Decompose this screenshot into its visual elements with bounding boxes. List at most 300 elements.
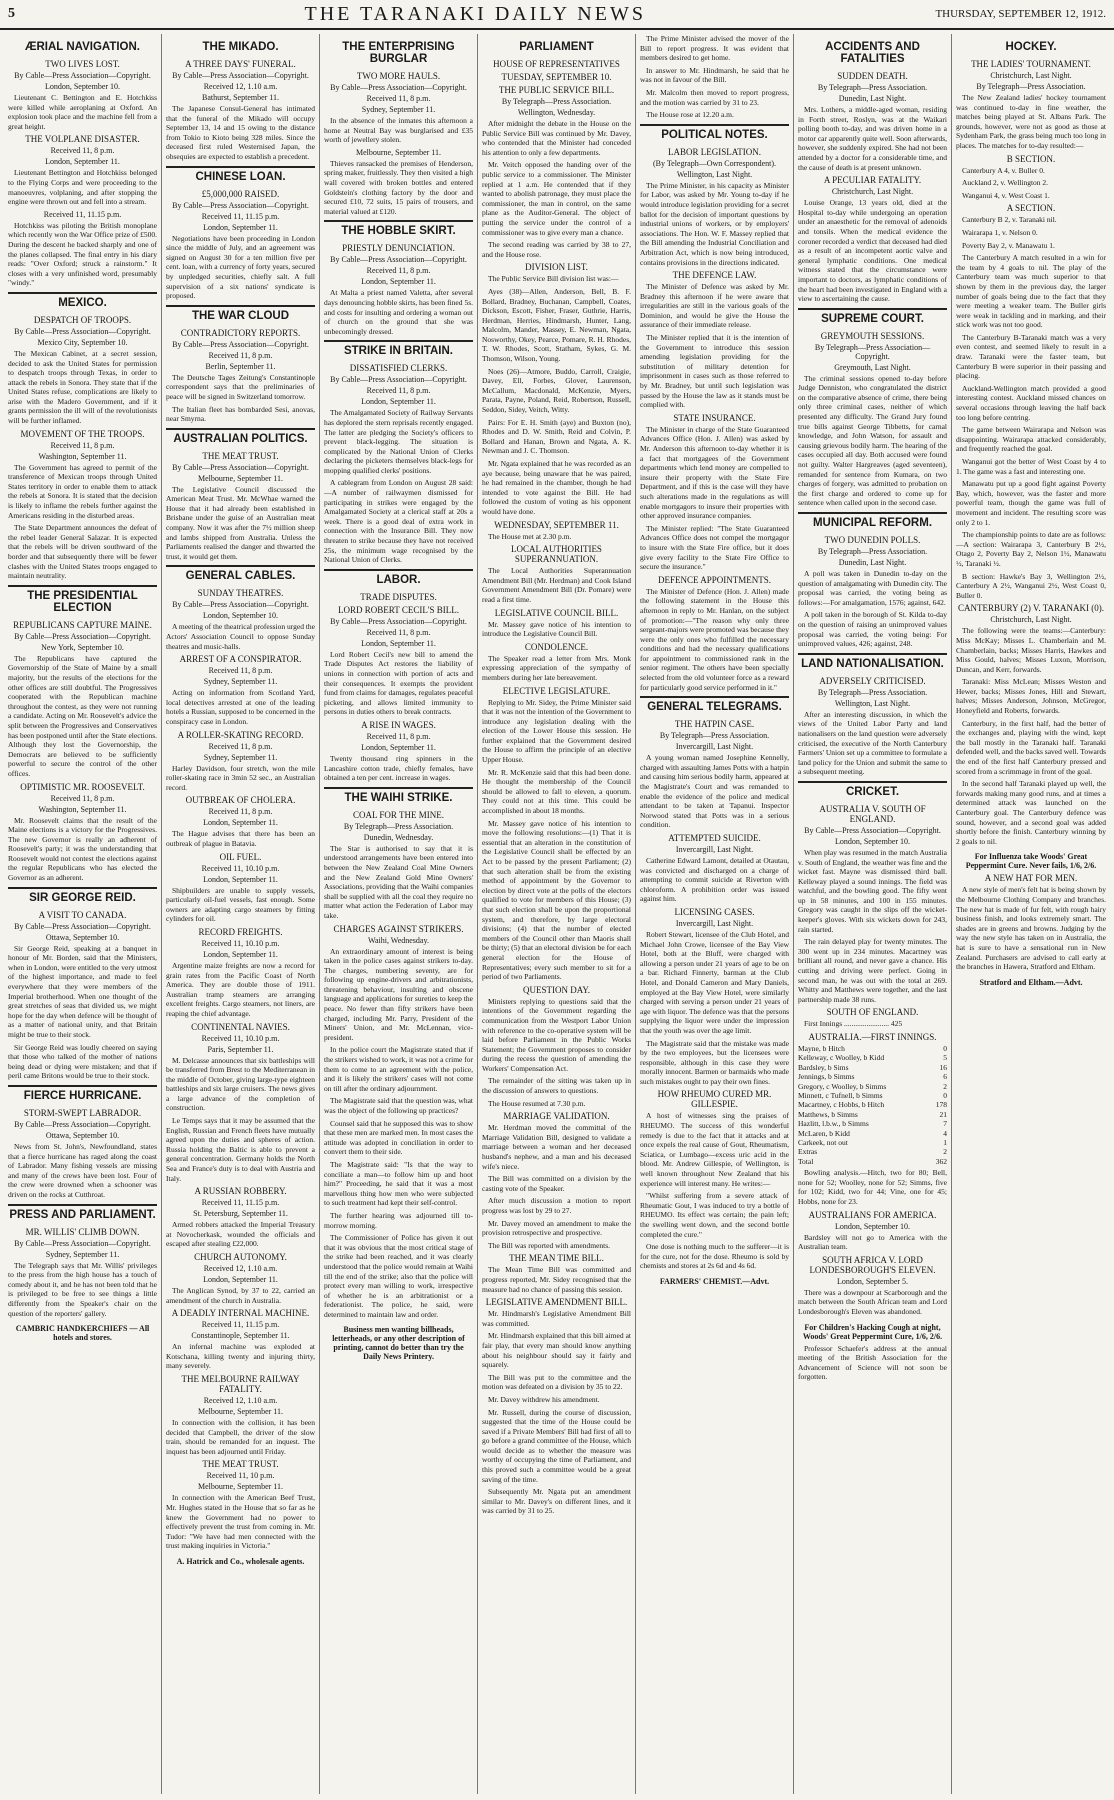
section-heading: LAND NATIONALISATION.	[798, 653, 947, 673]
masthead	[0, 0, 1114, 30]
article-paragraph: Canterbury, in the first half, had the better of the exchanges and, playing with the wind, kept the ball mostly in the Taranaki half. Taranaki defended well, and the backs saved well. Towards the end of the first half Canterbury pressed and scored from a scrimmage in front of the goal.	[956, 718, 1106, 776]
article-paragraph: The Bill was reported with amendments.	[488, 1240, 611, 1250]
score-row	[798, 1119, 947, 1128]
dateline: Paris, September 11.	[207, 1044, 274, 1054]
dateline: By Cable—Press Association—Copyright.	[172, 462, 309, 472]
section-heading: ACCIDENTS AND FATALITIES	[825, 41, 920, 65]
dateline: By Cable—Press Association—Copyright.	[330, 375, 467, 385]
dateline: By Telegraph—Press Association.	[817, 83, 928, 92]
article-paragraph: Lieutenant C. Bettington and E. Hotchkiss were killed while aeroplaning at Oxford. An explosion took place and the machine fell from a great height.	[8, 93, 157, 131]
score-row	[798, 1091, 947, 1100]
article-paragraph: B section: Hawke's Bay 3, Wellington 2½, Canterbury A 2½, Wanganui 2½, West Coast 0, Buller 0.	[956, 571, 1106, 600]
sub-heading: SUDDEN DEATH.	[837, 71, 908, 81]
article-paragraph: The remainder of the sitting was taken up in the discussion of answers to questions.	[482, 1076, 631, 1096]
dateline: Received 11, 8 p.m.	[208, 666, 273, 676]
article-paragraph: The further hearing was adjourned till to-morrow morning.	[324, 1210, 473, 1230]
dateline: London, September 11.	[361, 397, 436, 407]
dateline: Received 12, 1.10 a.m.	[203, 1395, 278, 1405]
batsman-name: Jennings, b Simms	[798, 1072, 855, 1082]
article-paragraph: Robert Stewart, licensee of the Club Hotel, and Michael John Crowe, licensee of the Bay View Hotel, both at the Bluff, were charged with allowing a person under 21 years of age to be on a bar. Richard Finnerty, barman at the Club Hotel, and Donald Cameron and Mary Daniels, employed at the Bay View Hotel, were similarly charged with serving a person under 21 years of age with liquor. The defence was that the persons supplying the liquor were under the impression that the youth was over the age limit.	[640, 929, 789, 1035]
sub-heading: SOUTH OF ENGLAND.	[826, 1007, 919, 1018]
article-paragraph: M. Delcasse announces that six battleships will be transferred from Brest to the Mediterranean in the middle of October, giving large-type eighteen battleships and six large cruisers. The news gives a large advance of the completion of construction.	[166, 1055, 315, 1113]
dateline: By Telegraph—Press Association.	[343, 821, 454, 831]
sub-heading: COAL FOR THE MINE.	[352, 809, 444, 820]
sub-heading: MARRIAGE VALIDATION.	[503, 1111, 610, 1122]
dateline: Washington, September 11.	[38, 451, 127, 461]
article-paragraph: The Local Authorities Superannuation Amendment Bill (Mr. Herdman) and Cook Island Government Amendment Bill (Dr. Pomare) were read a first time.	[482, 566, 631, 604]
article-paragraph: Harley Davidson, four stretch, won the mile roller-skating race in 3min 52 sec., an Australian record.	[166, 763, 315, 792]
article-paragraph: In connection with the collision, it has been decided that Campbell, the driver of the slow train, should be remanded for an inquest. The inquest has been adjourned until Friday.	[166, 1417, 315, 1456]
sub-heading: A DEADLY INTERNAL MACHINE.	[171, 1308, 310, 1319]
article-paragraph: The Bill was committed on a division by the casting vote of the Speaker.	[482, 1174, 631, 1193]
article-paragraph: Canterbury B 2, v. Taranaki nil.	[962, 215, 1057, 225]
article-paragraph: Mr. Malcolm then moved to report progress, and the motion was carried by 31 to 23.	[640, 87, 789, 107]
batsman-name: Bardsley, b Sims	[798, 1062, 849, 1072]
article-paragraph: Subsequently Mr. Ngata put an amendment similar to Mr. Davey's on different lines, and it was carried by 31 to 25.	[482, 1487, 631, 1516]
advertisement-line: FARMERS' CHEMIST.—Advt.	[659, 1276, 770, 1286]
runs-value: 21	[939, 1109, 947, 1119]
dateline: London, September 10.	[202, 611, 279, 621]
article-paragraph: "Whilst suffering from a severe attack of Rheumatic Gout, I was induced to try a bottle of RHEUMO. Its effect was certain; the pain left; the swelling went down, and the second bottle completed the cure."	[640, 1191, 789, 1239]
section-heading: PRESS AND PARLIAMENT.	[8, 1204, 157, 1224]
dateline: Received 11, 11.15 p.m.	[201, 1198, 280, 1208]
article-paragraph: The game between Wairarapa and Nelson was disappointing. Wairarapa attacked considerably, and frequently reached the goal.	[956, 425, 1106, 454]
page-number: 5	[8, 6, 15, 21]
dateline: Invercargill, Last Night.	[675, 918, 754, 928]
article-paragraph: The Minister of Defence was asked by Mr. Bradney this afternoon if he were aware that irregularities are still in the various goals of the Dominion, and would he give the House the assurance of their immediate release.	[640, 282, 789, 330]
section-heading: MEXICO.	[8, 292, 157, 312]
article-paragraph: After much discussion a motion to report progress was lost by 29 to 27.	[482, 1196, 631, 1215]
advertisement-line: For Children's Hacking Cough at night, Woods' Great Peppermint Cure, 1/6, 2/6.	[802, 1322, 943, 1341]
sub-heading: CONDOLENCE.	[524, 641, 589, 652]
article-paragraph: Lord Robert Cecil's new bill to amend the Trade Disputes Act restores the liability of unions in connection with portion of acts and their consequences. It exempts the provident fund from claims for damages, regulates peaceful picketing, and allows limited immunity to persons in duties others to break contracts.	[324, 649, 473, 717]
dateline: Dunedin, Wednesday.	[363, 832, 434, 842]
sub-heading: CANTERBURY (2) V. TARANAKI (0).	[958, 603, 1104, 614]
score-row	[798, 1138, 947, 1147]
advertisement-line: For Influenza take Woods' Great Peppermint Cure. Never fails, 1/6, 2/6.	[965, 852, 1097, 871]
article-paragraph: Wairarapa 1, v. Nelson 0.	[962, 227, 1038, 237]
dateline: London, September 11.	[361, 742, 436, 752]
article-paragraph: The Speaker read a letter from Mrs. Monk expressing appreciation of the sympathy of members during her late bereavement.	[482, 653, 631, 682]
article-paragraph: In answer to Mr. Hindmarsh, he said that he was not in favour of the Bill.	[640, 65, 789, 85]
advertisement-line: A. Hatrick and Co., wholesale agents.	[176, 1556, 305, 1566]
sub-heading: SOUTH AFRICA V. LORD LONDESBOROUGH'S ELEVEN.	[809, 1254, 936, 1275]
dateline: Received 11, 11.15 p.m.	[201, 211, 280, 221]
article-paragraph: Hotchkiss was piloting the British monoplane which recently won the War Office prize of £500. During the descent he backed sharply and one of the planes collapsed. The final entry in his diary reads: "Over Oxford; struck a rainstorm." It closes with a very unfinished word, presumably "windy."	[8, 220, 157, 288]
article-paragraph: The Magistrate said: "Is that the way to conciliate a man—to follow him up and hoot him?" Proceeding, he said that it was a most marvellous thing how men who were subjected to such treatment had kept their self-control.	[324, 1159, 473, 1208]
article-paragraph: Mr. Davey withdrew his amendment.	[488, 1394, 600, 1404]
sub-heading: THE VOLPLANE DISASTER.	[25, 134, 140, 145]
sub-heading: DIVISION LIST.	[525, 262, 588, 273]
article-paragraph: The Canterbury B-Taranaki match was a very even contest, and seemed likely to result in a draw. Taranaki were the faster team, but Canterbury B were superior in their passing and placing.	[956, 332, 1106, 381]
article-paragraph: Mr. Russell, during the course of discussion, suggested that the time of the House could be saved if a Private Members' Bill had first of all to go before a grand committee of the House, which would decide as to whether the measure was worthy of occupying the time of Parliament, and this proved such a committee would be a great saving of the time.	[482, 1407, 631, 1484]
sub-heading: LICENSING CASES.	[674, 906, 755, 917]
sub-heading: ARREST OF A CONSPIRATOR.	[179, 654, 302, 665]
article-paragraph: Lieutenant Bettington and Hotchkiss belonged to the Flying Corps and were proceeding to the manoeuvres, volplaning, and after stopping the engine were thrown out and fell into a stream.	[8, 168, 157, 207]
section-heading: THE WAR CLOUD	[166, 305, 315, 325]
article-paragraph: The Minister in charge of the State Guaranteed Advances Office (Hon. J. Allen) was asked by Mr. Anderson this afternoon to-day whether it is a fact that mortgagees of the Government departments which lend money are compelled to insure their property with the State Fire Department, and if this is the case will they have such alterations made in the regulations as will enable mortgagors to insure their properties with other approved insurance companies.	[640, 424, 789, 521]
article-paragraph: Twenty thousand ring spinners in the Lancashire cotton trade, chiefly females, have obtained a ten per cent. increase in wages.	[324, 753, 473, 783]
article-paragraph: In the absence of the inmates this afternoon a home at Neutral Bay was burglarised and £35 worth of jewellery stolen.	[324, 116, 473, 145]
article-paragraph: One dose is nothing much to the sufferer—it is for the cure, not for the dose. Rheumo is sold by chemists and stores at 2s 6d and 4s 6d.	[640, 1242, 789, 1271]
score-row	[798, 1157, 947, 1166]
dateline: Received 11, 10.10 p.m.	[201, 863, 280, 873]
sub-heading: STORM-SWEPT LABRADOR.	[23, 1107, 142, 1118]
runs-value: 7	[943, 1119, 947, 1129]
dateline: Christchurch, Last Night.	[990, 71, 1072, 80]
dateline: London, September 10.	[44, 82, 121, 91]
score-row	[798, 1147, 947, 1156]
dateline: Sydney, September 11.	[203, 752, 278, 762]
dateline: Invercargill, Last Night.	[675, 845, 754, 854]
dateline: Mexico City, September 10.	[37, 337, 128, 347]
section-heading: GENERAL TELEGRAMS.	[640, 696, 789, 716]
score-row	[798, 1110, 947, 1119]
article-paragraph: The House resumed at 7.30 p.m.	[488, 1098, 586, 1108]
score-row	[798, 1053, 947, 1062]
article-paragraph: The Canterbury A match resulted in a win for the team by 4 goals to nil. The play of the Canterbury team was much superior to that shown by them in the previous day, the larger number of goals being due to the fact that they were meeting a weaker team. The Buller girls were weak in tackling and in marking, and their stick work was not too good.	[956, 253, 1106, 330]
sub-heading: A NEW HAT FOR MEN.	[984, 873, 1078, 884]
dateline: By Telegraph—Press Association.	[817, 547, 928, 556]
article-paragraph: Mr. Hindmarsh's Legislative Amendment Bill was committed.	[482, 1309, 631, 1328]
sub-heading: DEFENCE APPOINTMENTS.	[657, 574, 771, 585]
sub-heading: A RISE IN WAGES.	[361, 719, 436, 730]
section-heading: THE MIKADO.	[202, 41, 279, 53]
dateline: By Cable—Press Association—Copyright.	[804, 825, 941, 835]
sub-heading: MOVEMENT OF THE TROOPS.	[20, 428, 145, 439]
article-paragraph: After an interesting discussion, in which the views of the United Labor Party and land nationalisers on the land question were adversely criticised, the executive of the North Canterbury Farmers' Union set up a committee to formulate a land policy for the Union and submit the same to a subsequent meeting.	[798, 709, 947, 777]
sub-heading: A VISIT TO CANADA.	[38, 909, 127, 920]
column-1	[4, 34, 162, 1794]
dateline: Received 12, 1.10 a.m.	[203, 82, 278, 91]
article-paragraph: After midnight the debate in the House on the Public Service Bill was continued by Mr. Davey, who contended that the Minister had conceded his attention to only a few departments.	[482, 119, 631, 157]
article-columns	[4, 34, 1110, 1794]
article-paragraph: The Mean Time Bill was committed and progress reported, Mr. Sidey recognised that the measure had no chance of passing this session.	[482, 1265, 631, 1294]
article-paragraph: An extraordinary amount of interest is being taken in the police cases against strikers to-day. The charges, numbering seventy, are for following up engine-drivers and arbitrationists, threatening behaviour, insulting and obscene language and applications for sureties to keep the peace. No fewer than fifty strikers have been charged, including Mr. Parry, President of the Miners' Union, and Mr. McLennan, vice-president.	[324, 946, 473, 1042]
article-paragraph: The Mexican Cabinet, at a secret session, decided to ask the United States for permission to despatch troops through Texas, in order to attack the rebels in Sonora. They state that if the United States refuse, complications are likely to arise with the Madero Government, and if it grants permission the ill will of the revolutionists will be further inflamed.	[8, 348, 157, 426]
article-paragraph: The Anglican Synod, by 37 to 22, carried an amendment of the church in Australia.	[166, 1286, 315, 1305]
article-paragraph: Poverty Bay 2, v. Manawatu 1.	[962, 240, 1055, 250]
sub-heading: THE MELBOURNE RAILWAY FATALITY.	[181, 1373, 300, 1394]
sub-heading: AUSTRALIA V. SOUTH OF ENGLAND.	[819, 803, 926, 824]
article-paragraph: Bardsley will not go to America with the Australian team.	[798, 1232, 947, 1252]
article-paragraph: The Magistrate said that the mistake was made by the two employees, but the licensees were responsible, although in this case they were morally innocent. Barmen or barmaids who made such mistakes ought to pay their own fines.	[640, 1038, 789, 1086]
sub-heading: THE HATPIN CASE.	[674, 719, 755, 730]
article-paragraph: When play was resumed in the match Australia v. South of England, the weather was fine and the wicket fast. Mayne was dismissed third ball. Kelleway played a sound innings. The field was watchful, and the bowling good. The fifty went up in 58 minutes, and 100 in 155 minutes. Gregory was caught in the slips off the wicket-keeper's gloves. With six wickets down for 243, rain started.	[798, 847, 947, 934]
score-table	[798, 1044, 947, 1166]
article-paragraph: Sir George Reid, speaking at a banquet in honour of Mr. Borden, said that the Ministers, when in London, were entitled to the very utmost of the highest importance, and made to feel everywhere that they were members of the Imperial brotherhood. When one thought of the great stretches of seas that divided us, we might hope for the day when defence will be thought of as a matter of national unity, and that Britain might be true to their stock.	[8, 943, 157, 1039]
article-paragraph: The Amalgamated Society of Railway Servants has deplored the stern reprisals recently engaged. The latter are pledging the Society's officers to prevent black-legging. The situation is complicated by the National Union of Clerks declaring the picketers themselves black-legs for mopping qualified clerks' positions.	[324, 408, 473, 475]
article-paragraph: Manawatu put up a good fight against Poverty Bay, which, however, was the faster and more powerful team, though the game was full of movement and incident. The resulting score was only 2 to 1.	[956, 479, 1106, 527]
section-heading: HOCKEY.	[1005, 41, 1057, 53]
dateline: Received 11, 8 p.m.	[208, 807, 273, 817]
article-paragraph: The Minister of Defence (Hon. J. Allen) made the following statement in the House this afternoon in reply to Mr. Hanlan, on the subject of promotion:—"The reason why only three sergeant-majors were promoted was because they were the only ones who fulfilled the necessary conditions and had the necessary qualifications for appointment to commissioned rank in the senior regiment. The others have been specially selected from the old volunteer force as a reward for particularly good service performed in it."	[640, 586, 789, 692]
dateline: Received 11, 8 p.m.	[208, 741, 273, 751]
article-paragraph: Acting on information from Scotland Yard, local detectives arrested at one of the leading hotels a Russian, supposed to be concerned in the conspiracy case in London.	[166, 688, 315, 726]
section-heading: PARLIAMENT	[519, 41, 594, 53]
article-paragraph: The Star is authorised to say that it is understood arrangements have been entered into between the New Zealand Coal Mine Owners and the New Zealand Gold Mine Owners' Associations, providing that the Waihi companies shall be supplied with all the coal they require no matter what action the Federation of Labor may take.	[324, 843, 473, 920]
sub-heading: DESPATCH OF TROOPS.	[33, 314, 132, 325]
dateline: Received 11, 8 p.m.	[366, 731, 431, 741]
sub-heading: ADVERSELY CRITICISED.	[819, 675, 926, 686]
dateline: By Cable—Press Association—Copyright.	[330, 616, 467, 626]
dateline: By Cable—Press Association—Copyright.	[14, 921, 151, 931]
sub-heading: B SECTION.	[1006, 153, 1056, 164]
dateline: Wellington, Last Night.	[834, 698, 911, 708]
article-paragraph: There was a downpour at Scarborough and the match between the South African team and Lord Londesborough's Eleven was abandoned.	[798, 1287, 947, 1317]
dateline: Received 11, 11.15 p.m.	[43, 209, 122, 219]
dateline: Melbourne, September 11.	[355, 147, 441, 157]
batsman-name: Mayne, b Hitch	[798, 1044, 845, 1053]
sub-heading: THE MEAT TRUST.	[202, 450, 279, 461]
section-heading: AUSTRALIAN POLITICS.	[166, 428, 315, 448]
batsman-name: McLaren, b Kidd	[798, 1128, 850, 1138]
dateline: Received 11, 8 p.m.	[366, 94, 431, 103]
article-paragraph: A poll taken in the borough of St. Kilda to-day on the question of raising an unimproved values proposal was carried, the voting being: For unimproved values, 426; against, 248.	[798, 610, 947, 649]
batsman-name: Gregory, c Woolley, b Simms	[798, 1081, 887, 1091]
sub-heading: PRIESTLY DENUNCIATION.	[342, 243, 455, 254]
dateline: Christchurch, Last Night.	[831, 187, 914, 197]
runs-value: 1	[943, 1138, 947, 1148]
column-5	[636, 34, 794, 1794]
sub-heading: LEGISLATIVE COUNCIL BILL.	[494, 607, 619, 618]
section-heading: POLITICAL NOTES.	[640, 124, 789, 144]
section-heading: THE ENTERPRISING BURGLAR	[342, 41, 455, 65]
dateline: By Cable—Press Association—Copyright.	[330, 255, 467, 265]
article-paragraph: In the police court the Magistrate stated that if the strikers wished to work, it was not a crime for them to come to an agreement with the police, and it is likely the strikers' cases will not come on till after the ordinary adjournment.	[324, 1045, 473, 1093]
article-paragraph: Shipbuilders are unable to supply vessels, particularly oil-fuel vessels, fast enough. Some owners are adapting cargo steamers by fitting cylinders for oil.	[166, 885, 315, 924]
article-paragraph: Mr. R. McKenzie said that this had been done. He thought the membership of the Council should be allowed to fall to eleven, a quorum. They could not at this time. This could be accomplished in about 18 months.	[482, 767, 631, 816]
article-paragraph: The Public Service Bill division list was:—	[488, 274, 619, 284]
sub-heading: DISSATISFIED CLERKS.	[349, 363, 448, 374]
dateline: By Telegraph—Press Association.	[659, 731, 770, 741]
runs-value: 0	[943, 1044, 947, 1053]
sub-heading: CHURCH AUTONOMY.	[194, 1252, 287, 1262]
column-3	[320, 34, 478, 1794]
dateline: By Cable—Press Association—Copyright.	[14, 631, 151, 641]
sub-heading: CONTRADICTORY REPORTS.	[180, 327, 301, 338]
runs-value: 6	[943, 1072, 947, 1082]
article-paragraph: The New Zealand ladies' hockey tournament was continued to-day in fine weather, the matches being played at St. Albans Park. The grounds, however, were not as good as those at Sydenham Park, the grass being much too long in places. The matches for to-day resulted:—	[956, 93, 1106, 150]
article-paragraph: Armed robbers attacked the Imperial Treasury at Novocherkask, wounded the officials and escaped after stealing £22,000.	[166, 1220, 315, 1249]
article-paragraph: News from St. John's, Newfoundland, states that a fierce hurricane has raged along the coast of Labrador. Many fishing vessels are missing and many of the crews have been lost. Four of the crew were drowned when a schooner was driven on the rocks at Cutthroat.	[8, 1141, 157, 1199]
sub-heading: LORD ROBERT CECIL'S BILL.	[338, 604, 459, 615]
article-paragraph: Auckland-Wellington match provided a good interesting contest. Auckland missed chances on several occasions through leaving the half back too long before centring.	[956, 383, 1106, 422]
article-paragraph: The championship points to date are as follows:—A section: Wairarapa 3, Canterbury B 2½, Otago 2, Poverty Bay 2, Nelson 1½, Manawatu ½, Taranaki ½.	[956, 530, 1106, 568]
article-paragraph: At Malta a priest named Valetta, after several days denouncing hobble skirts, has been fined 5s. and costs for insulting and ordering a woman out of church on the ground that she was unbecomingly dressed.	[324, 288, 473, 336]
dateline: Dunedin, Last Night.	[838, 558, 907, 567]
article-paragraph: The Prime Minister advised the mover of the Bill to report progress. It was evident that members desired to get home.	[640, 34, 789, 63]
sub-heading: LEGISLATIVE AMENDMENT BILL.	[485, 1297, 628, 1308]
dateline: Christchurch, Last Night.	[990, 615, 1072, 625]
sub-heading: RECORD FREIGHTS.	[198, 926, 283, 937]
dateline: London, September 11.	[203, 874, 278, 884]
dateline: (By Telegraph—Own Correspondent).	[652, 158, 777, 168]
article-paragraph: Le Temps says that it may be assumed that the English, Russian and French fleets have mutually agreed upon the duties and spheres of action. Russia holding the Baltic is able to prevent a general concentration. Germany holds the North Sea and France's duty is to deal with Austria and Italy.	[166, 1116, 315, 1183]
dateline: Greymouth, Last Night.	[834, 362, 911, 372]
article-paragraph: The Bill was put to the committee and the motion was defeated on a division by 35 to 22.	[482, 1372, 631, 1392]
article-paragraph: Argentine maize freights are now a record for grain rates from the Pacific Coast of North America. They are double those of 1911. Australian tramp steamers are arranging excellent freights. Cargo steamers, not liners, are reaping the chief advantage.	[166, 960, 315, 1018]
dateline: Sydney, September 11.	[203, 677, 278, 687]
article-paragraph: The House rose at 12.20 a.m.	[646, 110, 734, 120]
section-heading: THE WAIHI STRIKE.	[324, 787, 473, 807]
dateline: By Cable—Press Association—Copyright.	[172, 600, 309, 610]
article-paragraph: Catherine Edward Lamont, detailed at Otautau, was convicted and discharged on a charge of attempting to commit suicide at Riverton with chloroform. A prohibition order was issued against him.	[640, 856, 789, 904]
dateline: By Cable—Press Association—Copyright.	[14, 326, 151, 336]
sub-heading: AUSTRALIA.—FIRST INNINGS.	[808, 1032, 937, 1042]
runs-value: 362	[935, 1156, 947, 1166]
batsman-name: Hazlitt, l.b.w., b Simms	[798, 1119, 869, 1129]
article-paragraph: Thieves ransacked the premises of Henderson, spring maker, fruitlessly. They then visited a high wall covered with broken bottles and entered Goldstein's clothing factory by the door and secured £10, 72 suits, 15 pairs of trousers, and material valued at £120.	[324, 158, 473, 216]
section-heading: SIR GEORGE REID.	[8, 887, 157, 907]
article-paragraph: Canterbury A 4, v. Buller 0.	[962, 165, 1045, 175]
article-paragraph: Negotiations have been proceeding in London since the middle of July, and an agreement was signed on August 30 for a ten million five per cent. loan, with a currency of forty years, secured by unpledged securities, chiefly salt. A full supervision of a six nations' syndicate is proposed.	[166, 233, 315, 301]
article-paragraph: Replying to Mr. Sidey, the Prime Minister said that it was not the intention of the Government to introduce any legislation dealing with the election of the Lower House this session. He further explained that the Government desired the House to affirm the principle of an elective Upper House.	[482, 697, 631, 765]
dateline: Received 11, 8 p.m.	[50, 146, 115, 156]
article-paragraph: The Commissioner of Police has given it out that it was obvious that the most critical stage of the strike had been reached, and it was clearly understood that the police would remain at Waihi till the end of the strike; also that the police will protect every man willing to work, irrespective of whether he is an arbitrationist or a federationist. The police, he said, were determined to maintain law and order.	[324, 1233, 473, 1319]
article-paragraph: Taranaki: Miss McLean; Misses Weston and Hewer, backs; Misses Jones, Hill and Stewart, halves; Misses Anderson, Johnson, McGregor, Honeyfield and Roberts, forwards.	[956, 677, 1106, 716]
article-paragraph: Louise Orange, 13 years old, died at the Hospital to-day while undergoing an operation under an anaesthetic for the removal of adenoids and tonsils. When the medical evidence the coroner recorded a verdict that deceased had died as a result of an incompetent aortic valve and general lymphatic conditions. One medical witness stated that the circumstance were important to doctors, as lymphatic conditions of the heart had been investigated in England with a view to ascertaining the cause.	[798, 198, 947, 304]
sub-heading: CONTINENTAL NAVIES.	[191, 1021, 290, 1032]
sub-heading: TRADE DISPUTES.	[360, 591, 437, 602]
section-heading: CHINESE LOAN.	[166, 166, 315, 186]
dateline: Received 11, 8 p.m.	[208, 350, 273, 360]
sub-heading: MR. WILLIS' CLIMB DOWN.	[25, 1226, 140, 1237]
sub-heading: THE LADIES' TOURNAMENT.	[971, 59, 1091, 69]
article-paragraph: First Innings ........................ 425	[804, 1019, 903, 1029]
section-heading: STRIKE IN BRITAIN.	[324, 340, 473, 360]
section-heading: ÆRIAL NAVIGATION.	[25, 41, 140, 53]
sub-heading: AUSTRALIANS FOR AMERICA.	[808, 1209, 937, 1220]
sub-heading: THE MEAT TRUST.	[202, 1459, 279, 1470]
article-paragraph: The Prime Minister, in his capacity as Minister for Labor, was asked by Mr. Young to-day if he would introduce legislation providing for a secret ballot for the decision of important questions by industrial unions of workers, or by employers' associations. The Hon. W. F. Massey replied that the Bill amending the Industrial Conciliation and Arbitration Act, which is now being introduced, contains provisions in the directions indicated.	[640, 180, 789, 267]
batsman-name: Macartney, c Hobbs, b Hitch	[798, 1100, 885, 1110]
dateline: Invercargill, Last Night.	[675, 742, 754, 752]
dateline: Received 11, 8 p.m.	[50, 440, 115, 450]
runs-value: 178	[935, 1100, 947, 1110]
dateline: Melbourne, September 11.	[197, 1482, 283, 1492]
sub-heading: TWO DUNEDIN POLLS.	[824, 535, 921, 545]
article-paragraph: In connection with the American Beef Trust, Mr. Hughes stated in the House that so far as he knew the Government had no power to effectively prevent the trust from coming in. Mr. Tudor: "We have had men connected with the trust making inquiries in Victoria."	[166, 1493, 315, 1551]
article-paragraph: An infernal machine was exploded at Kotschana, killing twenty and injuring thirty, many severely.	[166, 1342, 315, 1371]
article-paragraph: The Italian fleet has bombarded Sesi, anovas, near Smyrna.	[166, 404, 315, 424]
section-heading: GENERAL CABLES.	[166, 565, 315, 585]
sub-heading: A RUSSIAN ROBBERY.	[194, 1186, 287, 1197]
dateline: Received 11, 10 p.m.	[206, 1471, 275, 1481]
dateline: Ottawa, September 10.	[45, 932, 120, 942]
article-paragraph: The Telegraph says that Mr. Willis' privileges to the press from the high house has a touch of comedy about it, and he has not been told that he is privileged to be free to see things a little differently from the Speaker's chair on the question of the reporters' gallery.	[8, 1260, 157, 1318]
article-paragraph: The second reading was carried by 38 to 27, and the House rose.	[482, 240, 631, 259]
dateline: Waihi, Wednesday.	[368, 935, 429, 945]
sub-heading: THE MEAN TIME BILL.	[509, 1253, 604, 1264]
sub-heading: THE DEFENCE LAW.	[672, 270, 757, 281]
article-paragraph: Mr. Roosevelt claims that the result of the Maine elections is a victory for the Progressives. The new Governor is really an adherent of Roosevelt's party; it was the understanding that Roosevelt would not contest the elections against the regular Republicans who has elected the Governor as an adherent.	[8, 815, 157, 883]
dateline: London, September 10.	[834, 836, 911, 846]
dateline: Washington, September 11.	[38, 804, 127, 814]
batsman-name: Minnett, c Tufnell, b Simms	[798, 1091, 883, 1101]
sub-heading: A THREE DAYS' FUNERAL.	[185, 59, 296, 69]
dateline: Received 11, 11.15 p.m.	[201, 1320, 280, 1330]
article-paragraph: Noes (26)—Atmore, Buddo, Carroll, Craigie, Davey, Ell, Forbes, Glover, Laurenson, McCallum, Macdonald, McKenzie, Myers, Parata, Payne, Poland, Reid, Robertson, Russell, Seddon, Sidey, Veitch, Witty.	[482, 366, 631, 415]
sub-heading: CHARGES AGAINST STRIKERS.	[333, 923, 464, 934]
dateline: By Cable—Press Association—Copyright.	[172, 339, 309, 349]
dateline: Bathurst, September 11.	[201, 93, 280, 102]
dateline: Received 11, 8 p.m.	[366, 266, 431, 276]
column-2	[162, 34, 320, 1794]
article-paragraph: A young woman named Josephine Kennelly, charged with assaulting James Potts with a hatpin and causing him serious bodily harm, appeared at the Magistrate's Court and was remanded to enable the evidence of the police and medical attendant to be taken at Tapanui. Inspector Norwood stated that Potts was in a serious condition.	[640, 753, 789, 830]
dateline: London, September 11.	[361, 277, 436, 287]
runs-value: 4	[943, 1128, 947, 1138]
dateline: By Telegraph—Press Association.	[976, 82, 1086, 91]
sub-heading: LOCAL AUTHORITIES SUPERANNUATION.	[511, 544, 602, 565]
sub-heading: £5,000,000 RAISED.	[201, 188, 280, 199]
article-paragraph: Counsel said that he supposed this was to show that these men are marked men. In most cases the attitude was adopted in conciliation in order to convert them to their side.	[324, 1118, 473, 1157]
article-paragraph: The Hague advises that there has been an outbreak of plague in Batavia.	[166, 829, 315, 848]
score-row	[798, 1129, 947, 1138]
article-paragraph: The Minister replied that it is the intention of the Government to introduce this session amending legislation providing for the substitution of military detention for imprisonment in cases such as those referred to by Mr. Bradney, but until such legislation was passed by the House the law as it stands must be complied with.	[640, 333, 789, 410]
sub-heading: OUTBREAK OF CHOLERA.	[185, 795, 296, 806]
runs-value: 2	[943, 1147, 947, 1157]
sub-heading: A PECULIAR FATALITY.	[823, 175, 922, 186]
dateline: Received 11, 8 p.m.	[366, 627, 431, 637]
dateline: St. Petersburg, September 11.	[193, 1209, 288, 1219]
dateline: Ottawa, September 10.	[45, 1130, 120, 1140]
dateline: Received 11, 10.10 p.m.	[201, 938, 280, 948]
dateline: By Telegraph—Press Association.	[817, 687, 928, 697]
sub-heading: STATE INSURANCE.	[673, 412, 756, 423]
dateline: London, September 10.	[834, 1221, 911, 1231]
article-paragraph: Bowling analysis.—Hitch, two for 80; Bell, none for 52; Woolley, none for 52; Simms, five for 102; Kidd, two for 44; Vine, one for 45; Hobbs, none for 23.	[798, 1168, 947, 1207]
sub-heading: TUESDAY, SEPTEMBER 10.	[501, 72, 612, 82]
runs-value: 16	[939, 1062, 947, 1072]
sub-heading: A SECTION.	[1006, 203, 1056, 214]
article-paragraph: The Magistrate said that the question was, what was the object of the following up practices?	[324, 1096, 473, 1115]
article-paragraph: A poll was taken in Dunedin to-day on the question of amalgamating with Dunedin city. The proposal was carried, the voting being as follows:—For amalgamation, 1576; against, 642.	[798, 569, 947, 607]
newspaper-title: THE TARANAKI DAILY NEWS	[304, 2, 646, 25]
article-paragraph: Wanganui 4, v. West Coast 1.	[962, 190, 1050, 200]
dateline: London, September 11.	[203, 1275, 278, 1284]
batsman-name: Total	[798, 1156, 814, 1166]
dateline: By Cable—Press Association—Copyright.	[14, 1238, 151, 1248]
sub-heading: HOUSE OF REPRESENTATIVES	[493, 59, 620, 69]
dateline: Wellington, Wednesday.	[517, 108, 596, 117]
sub-heading: ELECTIVE LEGISLATURE.	[502, 685, 611, 696]
batsman-name: Extras	[798, 1147, 818, 1157]
dateline: London, September 11.	[45, 157, 120, 167]
sub-heading: ATTEMPTED SUICIDE.	[668, 833, 761, 843]
article-paragraph: The criminal sessions opened to-day before Judge Denniston, who congratulated the district on the comparative absence of crime, there being only three criminal cases, neither of which presented any difficulty. The Grand Jury found true bills against George Tibbetts, for carnal knowledge, and John Watson, for assault and causing grievous bodily harm. The hearing of the cases occupied all day. Both accused were found not guilty. Walter Hargreaves (aged seventeen), remanded for sentence from Kumara, on two charges of forgery, was admitted to probation on the first charge and ordered to come up for sentence when called upon in the second case.	[798, 373, 947, 508]
dateline: Received 12, 1.10 a.m.	[203, 1264, 278, 1273]
article-paragraph: Pairs: For E. H. Smith (aye) and Buxton (no), Rhodes and D. W. Smith, Reid and Colvin, P. Bollard and Hanan, Brown and Ngata, A. K. Newman and J. C. Thomson.	[482, 417, 631, 456]
sub-heading: SUNDAY THEATRES.	[197, 588, 284, 599]
advertisement-line: Business men wanting billheads, letterheads, or any other description of printing, cannot do better than try the Daily News Printery.	[332, 1325, 465, 1362]
sub-heading: THE PUBLIC SERVICE BILL.	[498, 85, 615, 95]
sub-heading: A ROLLER-SKATING RECORD.	[177, 729, 304, 740]
issue-date: THURSDAY, SEPTEMBER 12, 1912.	[935, 8, 1106, 20]
dateline: Received 11, 8 p.m.	[366, 386, 431, 396]
article-paragraph: Auckland 2, v. Wellington 2.	[962, 178, 1049, 188]
article-paragraph: A new style of men's felt hat is being shown by the Melbourne Clothing Company and branches. The new hat is made of fur felt, with rough hairy business finish, and looks extremely smart. The shades are in greens and browns. Judging by the way the new style has taken on in Australia, the hat is sure to have a sensational run in New Zealand. Purchasers are advised to call early at the branches in Hawera, Stratford and Eltham.	[956, 885, 1106, 972]
article-paragraph: The Deutsche Tages Zeitung's Constantinople correspondent says that the preliminaries of peace will be signed in Switzerland tomorrow.	[166, 372, 315, 401]
dateline: Berlin, September 11.	[205, 361, 276, 371]
article-paragraph: Ministers replying to questions said that the intentions of the Government regarding the communication from the Westport Labor Union with reference to the co-operative system will be laid before Parliament in the Public Works Statement; the Government proposes to consider during the recess the question of amending the Workers' Compensation Act.	[482, 996, 631, 1073]
section-heading: LABOR.	[324, 569, 473, 589]
article-paragraph: Mr. Ngata explained that he was recorded as an aye because, being unaware that he was paired, he had remained in the chamber, though he had intended to vote against the Bill. He had followed the custom of voting as his opponent would have done.	[482, 459, 631, 516]
dateline: By Cable—Press Association—Copyright.	[14, 71, 151, 80]
article-paragraph: A meeting of the theatrical profession urged the Actors' Association Council to oppose Sunday theatres and music-halls.	[166, 622, 315, 651]
batsman-name: Matthews, b Simms	[798, 1109, 858, 1119]
sub-heading: TWO LIVES LOST.	[45, 59, 120, 69]
